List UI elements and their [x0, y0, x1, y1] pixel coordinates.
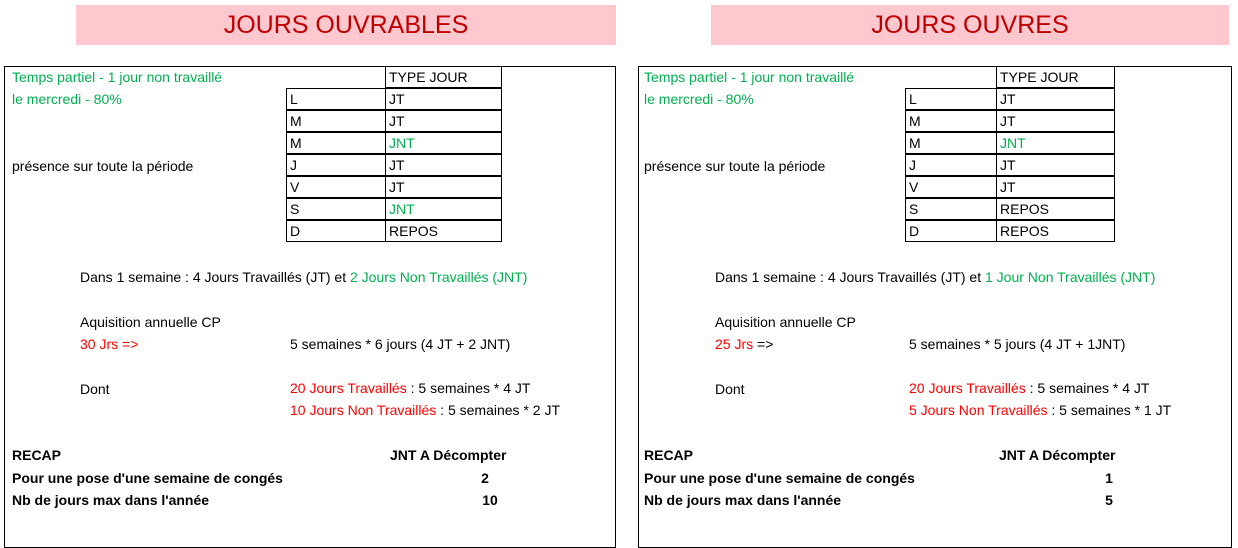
left-type-cell: JT: [385, 110, 502, 132]
right-header: JOURS OUVRES: [711, 5, 1229, 45]
right-recap-row2-label: Nb de jours max dans l'année: [644, 492, 842, 508]
left-type-cell: JT: [385, 176, 502, 198]
left-dont-line2: [290, 402, 560, 418]
right-jrs-line: [715, 336, 773, 352]
left-type-cell: REPOS: [385, 220, 502, 242]
right-presence-text: présence sur toute la période: [644, 158, 826, 174]
right-recap-title: RECAP: [644, 447, 694, 463]
left-header: JOURS OUVRABLES: [76, 5, 616, 45]
right-aquisition-label: Aquisition annuelle CP: [715, 314, 856, 330]
right-jrs-arrow: =>: [753, 336, 774, 352]
left-dont-line1: [290, 380, 530, 396]
left-type-cell: JT: [385, 88, 502, 110]
right-calc-text: 5 semaines * 5 jours (4 JT + 1JNT): [909, 336, 1126, 352]
right-dont2-rest: : 5 semaines * 1 JT: [1047, 402, 1172, 418]
right-semaine-green: 1 Jour Non Travaillés (JNT): [985, 269, 1156, 285]
left-dont2-rest: : 5 semaines * 2 JT: [436, 402, 561, 418]
left-day-cell: V: [286, 176, 386, 198]
left-type-cell: JT: [385, 154, 502, 176]
left-jrs-line: [80, 336, 138, 352]
right-type-cell: REPOS: [996, 198, 1115, 220]
left-jrs-value: 30 Jrs: [80, 336, 119, 352]
right-dont1-rest: : 5 semaines * 4 JT: [1025, 380, 1150, 396]
left-semaine-green: 2 Jours Non Travaillés (JNT): [350, 269, 528, 285]
left-semaine-prefix: Dans 1 semaine : 4 Jours Travaillés (JT) et: [80, 269, 350, 285]
right-semaine-line: [715, 269, 1155, 285]
right-dont1-red: 20 Jours Travaillés: [909, 380, 1026, 396]
right-day-cell: L: [905, 88, 997, 110]
left-type-jour-header: TYPE JOUR: [385, 66, 502, 88]
right-dont-label: Dont: [715, 381, 745, 397]
right-jrs-value: 25 Jrs: [715, 336, 754, 352]
right-day-cell: M: [905, 132, 997, 154]
right-type-cell: REPOS: [996, 220, 1115, 242]
right-day-cell: D: [905, 220, 997, 242]
left-day-cell: M: [286, 132, 386, 154]
right-day-cell: S: [905, 198, 997, 220]
left-recap-title: RECAP: [12, 447, 62, 463]
left-dont-label: Dont: [80, 381, 110, 397]
right-recap-row2-value: 5: [1105, 492, 1113, 508]
right-recap-row1-label: Pour une pose d'une semaine de congés: [644, 470, 915, 486]
left-dont1-rest: : 5 semaines * 4 JT: [406, 380, 531, 396]
right-green-line1: Temps partiel - 1 jour non travaillé: [644, 69, 855, 85]
left-day-cell: D: [286, 220, 386, 242]
right-day-cell: M: [905, 110, 997, 132]
left-calc-text: 5 semaines * 6 jours (4 JT + 2 JNT): [290, 336, 511, 352]
left-recap-row1-label: Pour une pose d'une semaine de congés: [12, 470, 283, 486]
right-type-cell: JT: [996, 110, 1115, 132]
left-jrs-arrow: =>: [118, 336, 139, 352]
left-day-cell: J: [286, 154, 386, 176]
left-dont2-red: 10 Jours Non Travaillés: [290, 402, 437, 418]
left-recap-row1-value: 2: [481, 470, 489, 486]
left-green-line1: Temps partiel - 1 jour non travaillé: [12, 69, 223, 85]
right-type-cell: JT: [996, 176, 1115, 198]
left-day-cell: S: [286, 198, 386, 220]
right-semaine-prefix: Dans 1 semaine : 4 Jours Travaillés (JT) et: [715, 269, 985, 285]
right-jnt-header: JNT A Décompter: [999, 447, 1116, 463]
left-day-cell: M: [286, 110, 386, 132]
left-recap-row2-label: Nb de jours max dans l'année: [12, 492, 210, 508]
left-day-cell: L: [286, 88, 386, 110]
right-type-cell: JT: [996, 154, 1115, 176]
right-type-cell: JNT: [996, 132, 1115, 154]
right-dont-line1: [909, 380, 1149, 396]
left-type-cell: JNT: [385, 198, 502, 220]
right-dont-line2: [909, 402, 1171, 418]
left-jnt-header: JNT A Décompter: [390, 447, 507, 463]
left-semaine-line: [80, 269, 527, 285]
left-green-line2: le mercredi - 80%: [12, 91, 122, 107]
left-dont1-red: 20 Jours Travaillés: [290, 380, 407, 396]
left-presence-text: présence sur toute la période: [12, 158, 194, 174]
right-type-jour-header: TYPE JOUR: [996, 66, 1115, 88]
right-day-cell: J: [905, 154, 997, 176]
right-recap-row1-value: 1: [1105, 470, 1113, 486]
right-day-cell: V: [905, 176, 997, 198]
left-type-cell: JNT: [385, 132, 502, 154]
left-recap-row2-value: 10: [482, 492, 498, 508]
right-dont2-red: 5 Jours Non Travaillés: [909, 402, 1048, 418]
right-type-cell: JT: [996, 88, 1115, 110]
left-aquisition-label: Aquisition annuelle CP: [80, 314, 221, 330]
right-green-line2: le mercredi - 80%: [644, 91, 754, 107]
